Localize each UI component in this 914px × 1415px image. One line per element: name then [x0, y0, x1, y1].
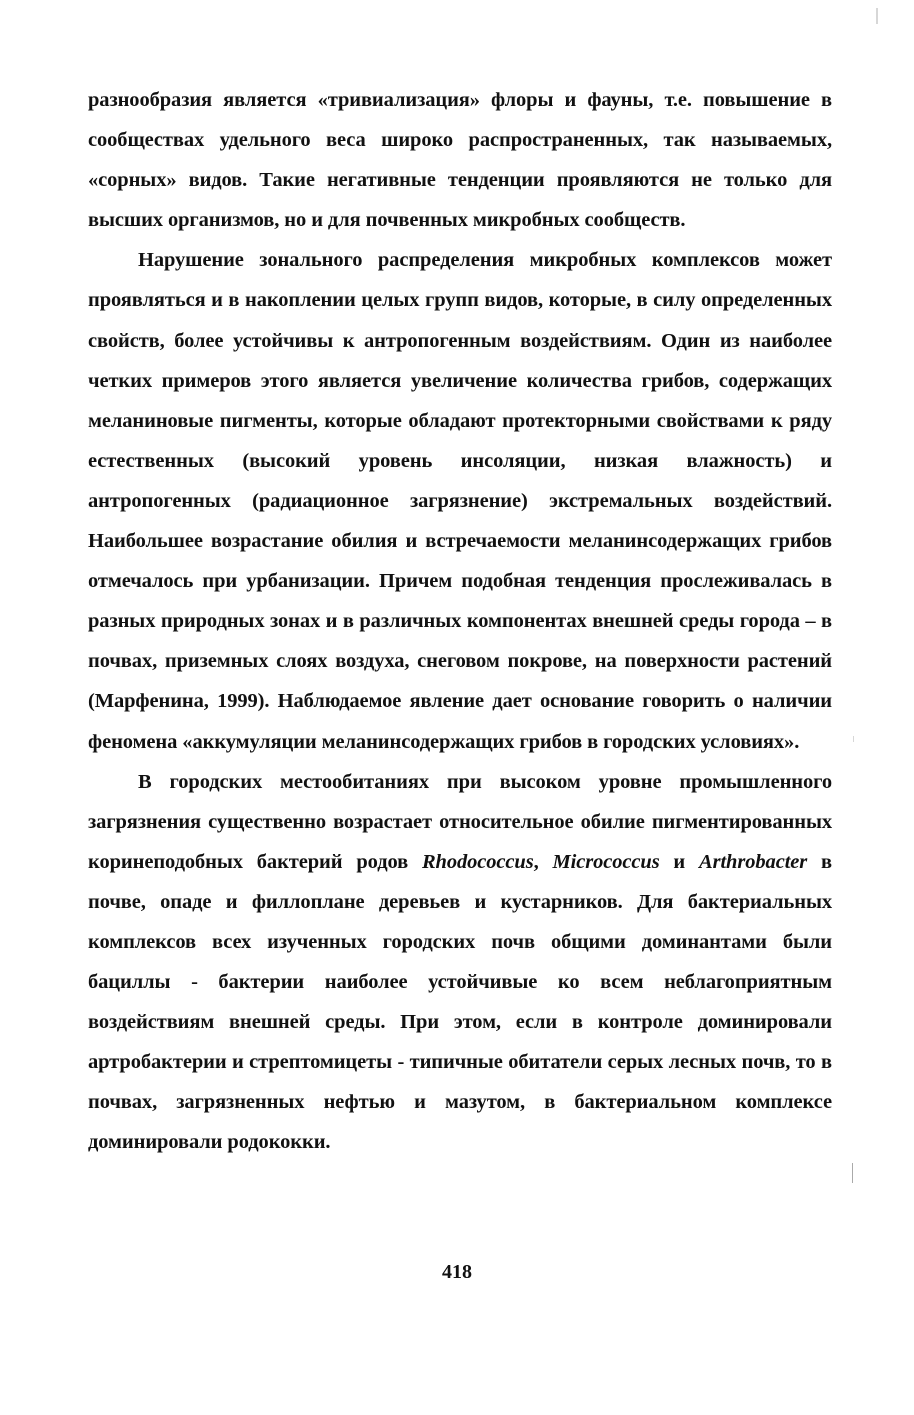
paragraph-text-segment: и [659, 850, 700, 873]
paragraph-urban-bacteria [88, 762, 832, 1163]
scan-artifact-mark [853, 736, 854, 742]
genus-name-micrococcus: Micrococcus [552, 850, 660, 873]
paragraph-continuation: разнообразия является «тривиализация» флоры и фауны, т.е. повышение в сообществах удельного веса широко распространенных, так называемых, «сорных» видов. Такие негативные тенденции проявляются не только для высших организмов, но и для почвенных микробных сообществ. [88, 89, 832, 232]
paragraph-text-segment: , [533, 850, 553, 873]
paragraph-text-segment: в почве, опаде и филлоплане деревьев и кустарников. Для бактериальных комплексов всех изученных городских почв общими доминантами были бациллы - бактерии наиболее устойчивые ко всем неблагоприятным воздействиям внешней среды. При этом, если в контроле доминировали артробактерии и стрептомицеты - типичные обитатели серых лесных почв, то в почвах, загрязненных нефтью и мазутом, в бактериальном комплексе доминировали родококки. [88, 850, 833, 1154]
scan-artifact-mark [876, 8, 878, 24]
body-text [88, 80, 832, 1163]
genus-name-rhodococcus: Rhodococcus [421, 850, 534, 873]
page-number: 418 [442, 1261, 472, 1283]
paragraph-text-segment: В городских местообитаниях при высоком уровне промышленного загрязнения существенно возрастает относительное обилие пигментированных коринеподобных бактерий родов [88, 770, 832, 873]
scan-artifact-mark [852, 1163, 853, 1183]
genus-name-arthrobacter: Arthrobacter [699, 850, 808, 873]
paragraph-melanin-fungi: Нарушение зонального распределения микробных комплексов может проявляться и в накоплении целых групп видов, которые, в силу определенных свойств, более устойчивы к антропогенным воздействиям. Один из наиболее четких примеров этого является увеличение количества грибов, содержащих меланиновые пигменты, которые обладают протекторными свойствами к ряду естественных (высокий уровень инсоляции, низкая влажность) и антропогенных (радиационное загрязнение) экстремальных воздействий. Наибольшее возрастание обилия и встречаемости меланинсодержащих грибов отмечалось при урбанизации. Причем подобная тенденция прослеживалась в разных природных зонах и в различных компонентах внешней среды города – в почвах, приземных слоях воздуха, снеговом покрове, на поверхности растений (Марфенина, 1999). Наблюдаемое явление дает основание говорить о наличии феномена «аккумуляции меланинсодержащих грибов в городских условиях». [88, 249, 832, 753]
